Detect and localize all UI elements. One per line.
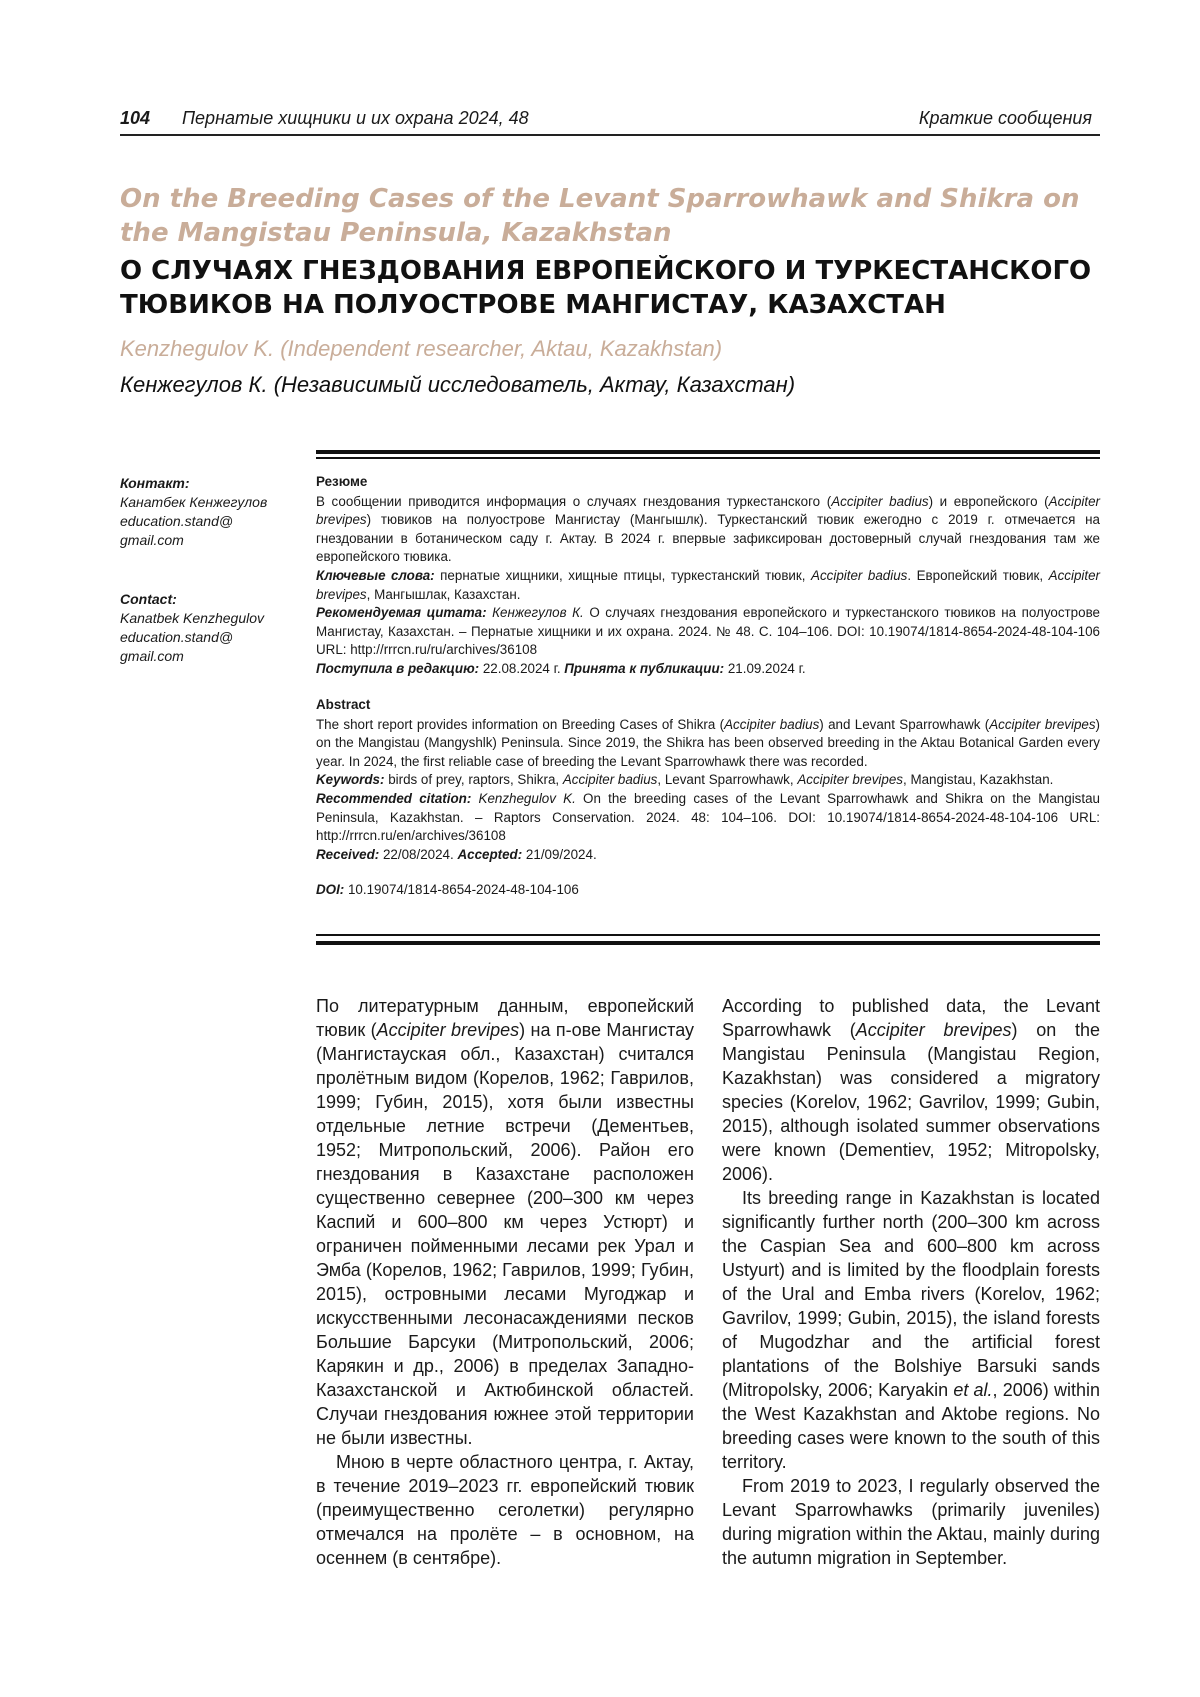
bottom-rule-thick [316, 941, 1100, 945]
summary-russian [316, 473, 1100, 679]
bottom-rule-thin [316, 934, 1100, 936]
title-english [120, 182, 1100, 250]
contact-english [120, 590, 290, 666]
abstract-citation: Recommended citation: Kenzhegulov K. On the breeding cases of the Levant Sparrowhawk and Shikra on the Mangistau Peninsula, Kazakhstan. – Raptors Conservation. 2024. 48: 104–106. DOI: 10.19074/1814-8654-2024-48-104-106 URL: http://rrrcn.ru/en/archives/36108 [316, 790, 1100, 844]
abstract-heading: Abstract [316, 697, 371, 712]
contact-email-ru-1: education.stand@ [120, 513, 234, 529]
contact-label-en: Contact: [120, 591, 177, 607]
abstract-english [316, 696, 1100, 900]
title-russian-line1: О СЛУЧАЯХ ГНЕЗДОВАНИЯ ЕВРОПЕЙСКОГО И ТУРКЕСТАНСКОГО [120, 256, 1092, 286]
summary-dates: Поступила в редакцию: 22.08.2024 г. Принята к публикации: 21.09.2024 г. [316, 660, 806, 676]
author-russian: Кенжегулов К. (Независимый исследователь, Актау, Казахстан) [120, 372, 796, 397]
contact-email-en-2: gmail.com [120, 648, 184, 664]
contact-email-ru-2: gmail.com [120, 532, 184, 548]
page-number: 104 [120, 108, 151, 128]
title-english-line1: On the Breeding Cases of the Levant Sparrowhawk and Shikra on [120, 184, 1080, 214]
contact-label-ru: Контакт: [120, 475, 190, 491]
body-column-english [722, 994, 1100, 1570]
title-russian-line2: ТЮВИКОВ НА ПОЛУОСТРОВЕ МАНГИСТАУ, КАЗАХСТАН [120, 290, 946, 320]
summary-heading: Резюме [316, 474, 368, 489]
summary-text: В сообщении приводится информация о случаях гнездования туркестанского (Accipiter badius) и европейского (Accipiter brevipes) тювиков на полуострове Мангистау (Мангышлк). Туркестанский тювик ежегодно с 2019 г. отмечается на гнездовании в ботаническом саду г. Актау. В 2024 г. впервые зафиксирован достоверный случай гнездования там же европейского тювика. [316, 493, 1100, 565]
title-russian [120, 254, 1100, 322]
summary-keywords: Ключевые слова: пернатые хищники, хищные птицы, туркестанский тювик, Accipiter badius. Европейский тювик, Accipiter brevipes, Мангышлак, Казахстан. [316, 567, 1101, 602]
body-column-russian [316, 994, 694, 1570]
top-rule-thin [316, 457, 1100, 459]
body-en-paragraph-3: From 2019 to 2023, I regularly observed the Levant Sparrowhawks (primarily juveniles) during migration within the Aktau, mainly during the autumn migration in September. [722, 1476, 1100, 1568]
section-name: Краткие сообщения [918, 108, 1092, 128]
contact-email-en-1: education.stand@ [120, 629, 234, 645]
top-rule-thick [316, 450, 1100, 454]
abstract-dates: Received: 22/08/2024. Accepted: 21/09/2024. [316, 846, 597, 862]
abstract-text: The short report provides information on Breeding Cases of Shikra (Accipiter badius) and Levant Sparrowhawk (Accipiter brevipes) on the Mangistau (Mangyshlk) Peninsula. Since 2019, the Shikra has been observed breeding in the Aktau Botanical Garden every year. In 2024, the first reliable case of breeding the Levant Sparrowhawk there was recorded. [316, 716, 1101, 769]
contact-name-en: Kanatbek Kenzhegulov [120, 610, 264, 626]
abstract-keywords: Keywords: birds of prey, raptors, Shikra, Accipiter badius, Levant Sparrowhawk, Accipiter brevipes, Mangistau, Kazakhstan. [316, 772, 1054, 788]
doi-line: DOI: 10.19074/1814-8654-2024-48-104-106 [316, 882, 579, 898]
running-header [120, 104, 1100, 136]
body-ru-paragraph-2: Мною в черте областного центра, г. Актау, в течение 2019–2023 гг. европейский тювик (преимущественно сеголетки) регулярно отмечался на пролёте – в основном, на осеннем (в сентябре). [316, 1452, 694, 1568]
title-english-line2: the Mangistau Peninsula, Kazakhstan [120, 218, 672, 248]
author-english: Kenzhegulov K. (Independent researcher, Aktau, Kazakhstan) [120, 336, 723, 361]
body-ru-paragraph-1: По литературным данным, европейский тювик (Accipiter brevipes) на п-ове Мангистау (Мангистауская обл., Казахстан) считался пролётным видом (Корелов, 1962; Гаврилов, 1999; Губин, 2015), хотя были известны отдельные летние встречи (Дементьев, 1952; Митропольский, 2006). Район его гнездования в Казахстане расположен существенно севернее (200–300 км через Каспий и 600–800 км через Устюрт) и ограничен пойменными лесами рек Урал и Эмба (Корелов, 1962; Гаврилов, 1999; Губин, 2015), островными лесами Мугоджар и искусственными лесонасаждениями песков Большие Барсуки (Митропольский, 2006; Карякин и др., 2006) в пределах Западно-Казахстанской и Актюбинской областей. Случаи гнездования южнее этой территории не были известны. [316, 996, 694, 1448]
contact-name-ru: Канатбек Кенжегулов [120, 494, 268, 510]
body-en-paragraph-1: According to published data, the Levant Sparrowhawk (Accipiter brevipes) on the Mangistau Peninsula (Mangistau Region, Kazakhstan) was considered a migratory species (Korelov, 1962; Gavrilov, 1999; Gubin, 2015), although isolated summer observations were known (Dementiev, 1952; Mitropolsky, 2006). [722, 996, 1101, 1184]
journal-name: Пернатые хищники и их охрана 2024, 48 [182, 108, 529, 128]
body-en-paragraph-2: Its breeding range in Kazakhstan is located significantly further north (200–300 km across the Caspian Sea and 600–800 km across Ustyurt) and is limited by the floodplain forests of the Ural and Emba rivers (Korelov, 1962; Gavrilov, 1999; Gubin, 2015), the island forests of Mugodzhar and the artificial forest plantations of the Bolshiye Barsuki sands (Mitropolsky, 2006; Karyakin et al., 2006) within the West Kazakhstan and Aktobe regions. No breeding cases were known to the south of this territory. [722, 1188, 1100, 1472]
summary-citation: Рекомендуемая цитата: Кенжегулов К. О случаях гнездования европейского и туркестанского тювиков на полуострове Мангистау, Казахстан. – Пернатые хищники и их охрана. 2024. № 48. С. 104–106. DOI: 10.19074/1814-8654-2024-48-104-106 URL: http://rrrcn.ru/ru/archives/36108 [316, 605, 1100, 658]
contact-russian [120, 474, 290, 550]
